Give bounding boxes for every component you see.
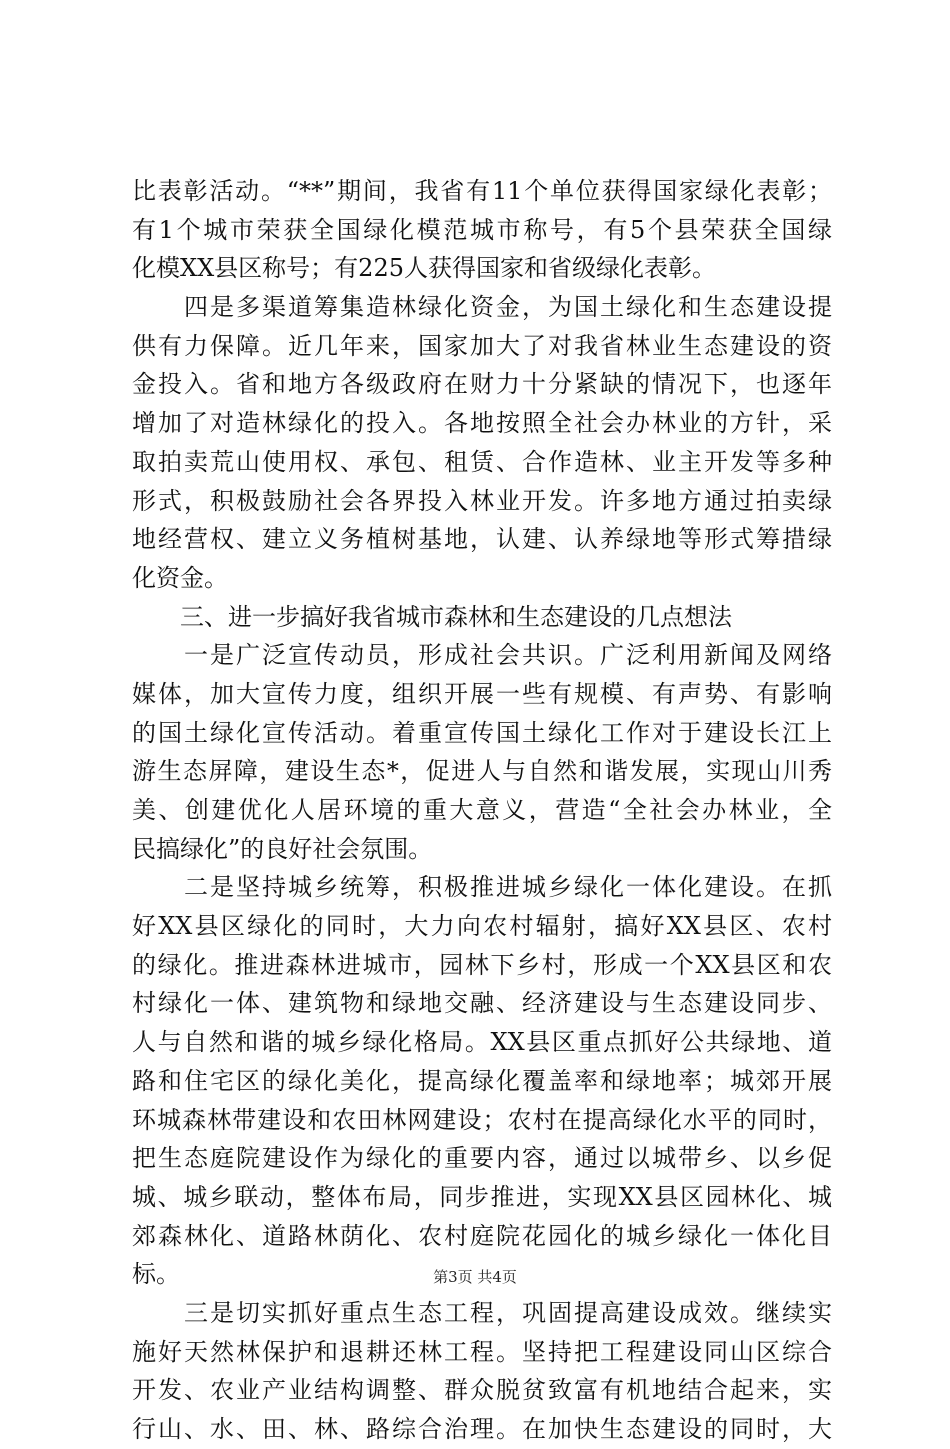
text-line: 的国土绿化宣传活动。着重宣传国土绿化工作对于建设长江上: [132, 718, 832, 747]
text-line: 人与自然和谐的城乡绿化格局。XX县区重点抓好公共绿地、道: [132, 1028, 832, 1057]
text-line: 有1个城市荣获全国绿化模范城市称号，有5个县荣获全国绿: [132, 215, 832, 244]
text-line: 游生态屏障，建设生态*，促进人与自然和谐发展，实现山川秀: [132, 757, 832, 786]
text-line: 施好天然林保护和退耕还林工程。坚持把工程建设同山区综合: [132, 1337, 832, 1366]
text-line: 取拍卖荒山使用权、承包、租赁、合作造林、业主开发等多种: [132, 447, 832, 476]
text-line: 路和住宅区的绿化美化，提高绿化覆盖率和绿地率；城郊开展: [132, 1066, 832, 1095]
text-line: 比表彰活动。“**”期间，我省有11个单位获得国家绿化表彰；: [132, 177, 832, 205]
text-line: 四是多渠道筹集造林绿化资金，为国土绿化和生态建设提: [132, 293, 832, 322]
text-line: 三是切实抓好重点生态工程，巩固提高建设成效。继续实: [132, 1298, 832, 1327]
page-footer: 第3页 共4页: [433, 1268, 517, 1286]
text-line: 金投入。省和地方各级政府在财力十分紧缺的情况下，也逐年: [132, 370, 832, 399]
text-line: 郊森林化、道路林荫化、农村庭院花园化的城乡绿化一体化目: [132, 1221, 832, 1250]
text-line: 环城森林带建设和农田林网建设；农村在提高绿化水平的同时，: [132, 1105, 832, 1134]
text-line: 好XX县区绿化的同时，大力向农村辐射，搞好XX县区、农村: [132, 912, 832, 941]
text-line: 化模XX县区称号；有225人获得国家和省级绿化表彰。: [132, 254, 716, 283]
text-line: 城、城乡联动，整体布局，同步推进，实现XX县区园林化、城: [132, 1182, 832, 1211]
text-line: 媒体，加大宣传力度，组织开展一些有规模、有声势、有影响: [132, 679, 832, 708]
text-line: 标。: [132, 1260, 180, 1289]
text-line: 美、创建优化人居环境的重大意义，营造“全社会办林业，全: [132, 796, 832, 824]
text-line: 的绿化。推进森林进城市，园林下乡村，形成一个XX县区和农: [132, 950, 832, 979]
text-line: 化资金。: [132, 563, 228, 592]
text-line: 三、进一步搞好我省城市森林和生态建设的几点想法: [132, 602, 732, 631]
text-line: 二是坚持城乡统筹，积极推进城乡绿化一体化建设。在抓: [132, 873, 832, 902]
text-line: 供有力保障。近几年来，国家加大了对我省林业生态建设的资: [132, 331, 832, 360]
text-line: 地经营权、建立义务植树基地，认建、认养绿地等形式筹措绿: [132, 525, 832, 554]
document-body: [132, 172, 832, 1449]
text-line: 一是广泛宣传动员，形成社会共识。广泛利用新闻及网络: [132, 641, 832, 670]
text-line: 增加了对造林绿化的投入。各地按照全社会办林业的方针，采: [132, 409, 832, 438]
text-line: 村绿化一体、建筑物和绿地交融、经济建设与生态建设同步、: [132, 989, 832, 1018]
text-line: 形式，积极鼓励社会各界投入林业开发。许多地方通过拍卖绿: [132, 486, 832, 515]
text-line: 开发、农业产业结构调整、群众脱贫致富有机地结合起来，实: [132, 1376, 832, 1405]
text-line: 民搞绿化”的良好社会氛围。: [132, 834, 433, 863]
text-line: 行山、水、田、林、路综合治理。在加快生态建设的同时，大: [132, 1415, 832, 1443]
text-line: 把生态庭院建设作为绿化的重要内容，通过以城带乡、以乡促: [132, 1144, 832, 1173]
